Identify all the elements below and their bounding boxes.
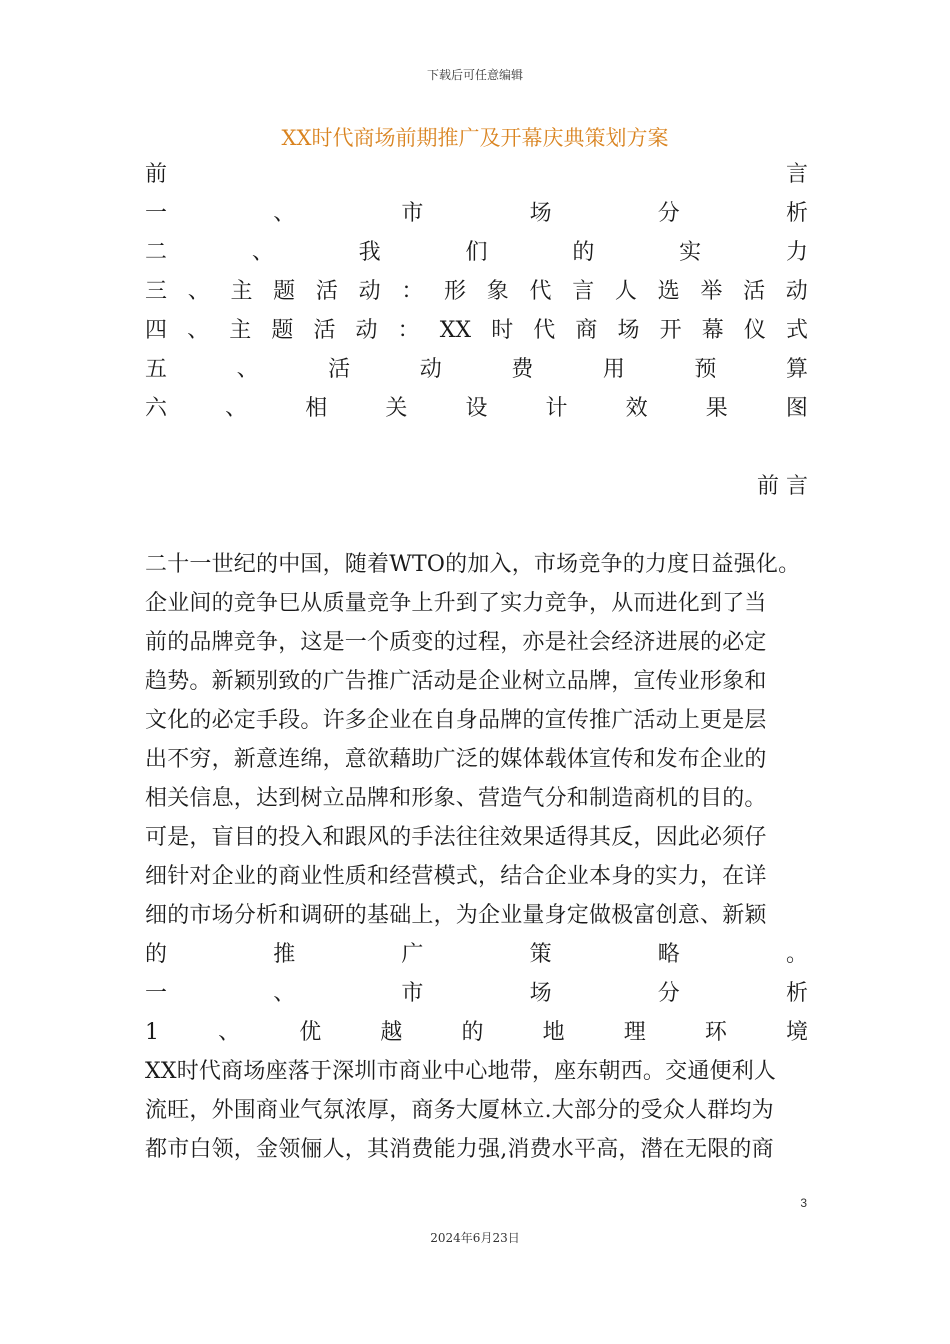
justified-char: 人 <box>614 279 637 304</box>
justified-char: 幕 <box>701 318 724 343</box>
justified-char: 举 <box>700 279 723 304</box>
justified-char: 前 <box>145 162 168 187</box>
justified-char: 们 <box>465 240 488 265</box>
justified-char: 效 <box>625 396 648 421</box>
justified-char: 略 <box>657 942 680 967</box>
justified-char: 动 <box>358 279 381 304</box>
justified-char: 言 <box>785 162 808 187</box>
preface-paragraph <box>145 545 808 935</box>
preface-last-line <box>145 935 808 974</box>
justified-char: 越 <box>380 1020 403 1045</box>
justified-char: 广 <box>401 942 424 967</box>
justified-char: 、 <box>251 240 274 265</box>
justified-char: 策 <box>529 942 552 967</box>
subsection-1-paragraph <box>145 1052 808 1169</box>
page-header: 下载后可任意编辑 <box>426 68 523 82</box>
justified-char: 分 <box>657 201 680 226</box>
justified-char: 动 <box>785 279 808 304</box>
paragraph-line: 企业间的竞争巳从质量竞争上升到了实力竞争，从而进化到了当 <box>145 591 767 616</box>
justified-char: 活 <box>743 279 766 304</box>
justified-char: 时 <box>491 318 514 343</box>
justified-char: 、 <box>218 1020 241 1045</box>
paragraph-line: 出不穷，新意连绵，意欲藉助广泛的媒体载体宣传和发布企业的 <box>145 747 767 772</box>
paragraph-line: 流旺，外围商业气氛浓厚，商务大厦林立.大部分的受众人群均为 <box>145 1098 774 1123</box>
justified-char: 场 <box>617 318 640 343</box>
justified-char: 题 <box>273 279 296 304</box>
justified-char: 动 <box>355 318 378 343</box>
toc-entry <box>145 272 808 311</box>
toc-entry <box>145 194 808 233</box>
justified-char: 五 <box>145 357 168 382</box>
justified-char: 活 <box>328 357 351 382</box>
preface-heading: 前 言 <box>757 474 808 499</box>
justified-char: 商 <box>575 318 598 343</box>
toc-entry <box>145 155 808 194</box>
justified-char: 关 <box>385 396 408 421</box>
justified-char: 相 <box>305 396 328 421</box>
justified-char: 推 <box>273 942 296 967</box>
justified-char: 代 <box>533 318 556 343</box>
justified-char: 用 <box>602 357 625 382</box>
justified-char: 市 <box>401 201 424 226</box>
justified-char: 三 <box>145 279 168 304</box>
justified-char: 析 <box>785 981 808 1006</box>
justified-char: 的 <box>572 240 595 265</box>
justified-char: ： <box>401 279 424 304</box>
justified-char: 一 <box>145 981 168 1006</box>
justified-char: 实 <box>679 240 702 265</box>
justified-char: XX <box>439 318 472 343</box>
justified-char: 形 <box>444 279 467 304</box>
justified-char: 活 <box>313 318 336 343</box>
justified-char: 的 <box>461 1020 484 1045</box>
justified-char: 二 <box>145 240 168 265</box>
paragraph-line: 可是，盲目的投入和跟风的手法往往效果适得其反，因此必须仔 <box>145 825 767 850</box>
toc-entry <box>145 350 808 389</box>
paragraph-line: 二十一世纪的中国，随着WTO的加入，市场竞争的力度日益强化。 <box>145 552 801 577</box>
paragraph-line: 相关信息，达到树立品牌和形象、营造气分和制造商机的目的。 <box>145 786 767 811</box>
justified-char: 动 <box>419 357 442 382</box>
justified-char: 四 <box>145 318 168 343</box>
document-body <box>145 155 808 1169</box>
justified-char: 、 <box>225 396 248 421</box>
justified-char: 算 <box>785 357 808 382</box>
spacer <box>145 428 808 467</box>
justified-char: 。 <box>785 942 808 967</box>
toc-entry <box>145 311 808 350</box>
justified-char: 、 <box>236 357 259 382</box>
justified-char: 境 <box>785 1020 808 1045</box>
justified-char: 活 <box>315 279 338 304</box>
subsection-1-heading <box>145 1013 808 1052</box>
justified-char: 、 <box>187 279 210 304</box>
justified-char: 理 <box>623 1020 646 1045</box>
justified-char: 预 <box>694 357 717 382</box>
justified-char: 力 <box>785 240 808 265</box>
justified-char: 费 <box>511 357 534 382</box>
justified-char: 仪 <box>743 318 766 343</box>
justified-char: 主 <box>230 279 253 304</box>
paragraph-line: 文化的必定手段。许多企业在自身品牌的宣传推广活动上更是层 <box>145 708 767 733</box>
section-1-heading <box>145 974 808 1013</box>
justified-char: 场 <box>529 981 552 1006</box>
justified-char: 象 <box>486 279 509 304</box>
justified-char: 场 <box>529 201 552 226</box>
justified-char: 六 <box>145 396 168 421</box>
justified-char: 、 <box>273 201 296 226</box>
justified-char: 析 <box>785 201 808 226</box>
justified-char: 主 <box>229 318 252 343</box>
justified-char: 言 <box>572 279 595 304</box>
paragraph-line: 前的品牌竞争，这是一个质变的过程，亦是社会经济进展的必定 <box>145 630 767 655</box>
table-of-contents <box>145 155 808 428</box>
justified-char: 设 <box>465 396 488 421</box>
toc-entry <box>145 389 808 428</box>
justified-char: 、 <box>187 318 210 343</box>
justified-char: 优 <box>299 1020 322 1045</box>
page-footer-date: 2024年6月23日 <box>430 1231 520 1245</box>
page-number: 3 <box>800 1196 807 1210</box>
toc-entry <box>145 233 808 272</box>
justified-char: 分 <box>657 981 680 1006</box>
document-title: XX时代商场前期推广及开幕庆典策划方案 <box>281 126 669 150</box>
justified-char: 代 <box>529 279 552 304</box>
justified-char: 市 <box>401 981 424 1006</box>
justified-char: 计 <box>545 396 568 421</box>
justified-char: 果 <box>705 396 728 421</box>
paragraph-line: XX时代商场座落于深圳市商业中心地带，座东朝西。交通便利人 <box>145 1059 777 1084</box>
justified-char: 的 <box>145 942 168 967</box>
justified-char: 开 <box>659 318 682 343</box>
justified-char: 、 <box>273 981 296 1006</box>
justified-char: 地 <box>542 1020 565 1045</box>
justified-char: 一 <box>145 201 168 226</box>
justified-char: 我 <box>358 240 381 265</box>
justified-char: 式 <box>785 318 808 343</box>
justified-char: 环 <box>704 1020 727 1045</box>
paragraph-line: 细的市场分析和调研的基础上，为企业量身定做极富创意、新颖 <box>145 903 767 928</box>
justified-char: 题 <box>271 318 294 343</box>
paragraph-line: 细针对企业的商业性质和经营模式，结合企业本身的实力，在详 <box>145 864 767 889</box>
paragraph-line: 趋势。新颖别致的广告推广活动是企业树立品牌，宣传业形象和 <box>145 669 767 694</box>
spacer <box>145 506 808 545</box>
justified-char: ： <box>397 318 420 343</box>
justified-char: 图 <box>785 396 808 421</box>
justified-char: 选 <box>657 279 680 304</box>
paragraph-line: 都市白领，金领俪人，其消费能力强,消费水平高，潜在无限的商 <box>145 1137 774 1162</box>
justified-char: 1 <box>145 1020 159 1045</box>
